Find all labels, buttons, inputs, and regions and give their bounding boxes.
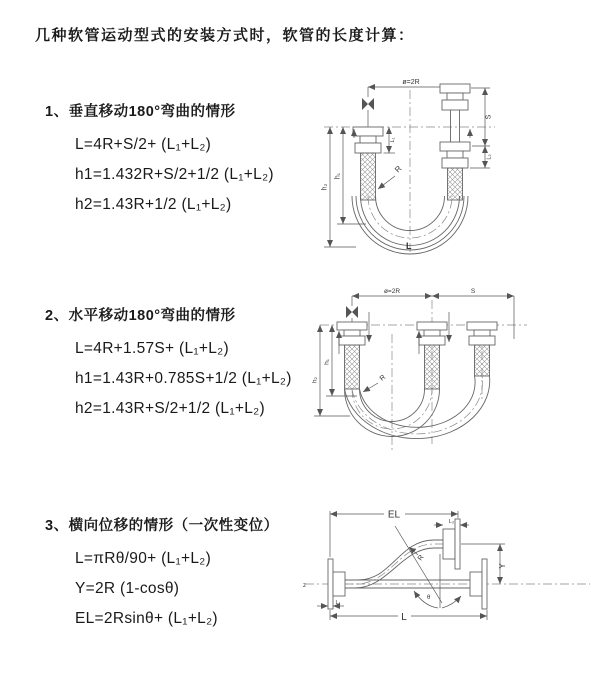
hose-u-curve-position1: [345, 389, 440, 437]
right-hose-end-flanges: [440, 84, 470, 200]
left-hose-end-flange: [337, 322, 367, 389]
section-1-heading: 1、垂直移动180°弯曲的情形: [45, 104, 236, 120]
page-title: 几种软管运动型式的安装方式时，软管的长度计算：: [35, 27, 415, 44]
formula-y: Y=2R (1-cosθ): [75, 580, 180, 597]
l1-label: L₁: [390, 137, 396, 143]
l2-label: L₂: [486, 154, 493, 160]
length-label: L: [406, 241, 412, 251]
h2-label: h₂: [312, 376, 319, 384]
l2-label: L₂: [448, 519, 455, 525]
s-label: S: [485, 114, 493, 120]
radius-label: R: [378, 373, 388, 383]
formula-h2: h2=1.43R+1/2 (L₁+L₂): [75, 196, 232, 213]
section-2-heading: 2、水平移动180°弯曲的情形: [45, 308, 236, 324]
el-label: EL: [387, 509, 401, 521]
formula-h1: h1=1.43R+0.785S+1/2 (L₁+L₂): [75, 370, 292, 387]
formula-h2: h2=1.43R+S/2+1/2 (L₁+L₂): [75, 400, 265, 417]
l1-label: L₁: [335, 600, 341, 606]
section-horizontal-motion: [45, 304, 292, 424]
valve-bowtie-icon: [362, 98, 374, 127]
s-label: S: [470, 288, 476, 295]
h1-label: h₁: [323, 359, 331, 365]
formula-length: L=πRθ/90+ (L₁+L₂): [75, 550, 212, 567]
moved-hose-end-flange: [467, 322, 497, 376]
right-lower-flange: [470, 559, 487, 609]
valve-bowtie-icon: [346, 296, 358, 322]
radius-callout: [363, 374, 387, 392]
width-dim-label: ø=2R: [383, 288, 401, 295]
section-1-formulas: [75, 130, 274, 220]
dimension-stroke-s: [432, 288, 514, 339]
formula-el: EL=2Rsinθ+ (L₁+L₂): [75, 610, 218, 627]
dimension-fitting-right: [434, 519, 469, 525]
h1-label: h₁: [334, 172, 342, 180]
theta-label: θ: [427, 595, 431, 601]
radius-label: R: [393, 163, 404, 175]
dimension-l: [330, 610, 487, 623]
dimension-h2: [322, 127, 357, 247]
formula-length: L=4R+S/2+ (L₁+L₂): [75, 136, 212, 153]
section-3-heading: 3、横向位移的情形（一次性变位）: [45, 518, 279, 534]
diagram-lateral-displacement: [300, 504, 600, 654]
section-2-formulas: [75, 334, 292, 424]
section-lateral-displacement: [45, 514, 279, 634]
formula-length: L=4R+1.57S+ (L₁+L₂): [75, 340, 229, 357]
middle-hose-end-flange: [417, 322, 447, 389]
dimension-width: [352, 288, 432, 296]
length-label: L: [401, 612, 407, 623]
axis-mark-label: z: [303, 583, 306, 589]
dimension-stroke-s: [470, 88, 493, 168]
h2-label: h₂: [321, 183, 329, 191]
y-label: Y: [498, 563, 507, 569]
width-dim-label: ø=2R: [402, 79, 420, 86]
section-vertical-motion: [45, 100, 274, 220]
centerlines: [321, 90, 495, 254]
dimension-el: [330, 510, 458, 558]
right-upper-flange: [443, 519, 460, 569]
section-3-formulas: [75, 544, 279, 634]
diagram-horizontal-u-bend: [312, 284, 600, 459]
formula-h1: h1=1.432R+S/2+1/2 (L₁+L₂): [75, 166, 274, 183]
radius-label: R: [416, 553, 426, 563]
radius-callout: [378, 164, 404, 189]
diagram-vertical-u-bend: [310, 72, 595, 262]
